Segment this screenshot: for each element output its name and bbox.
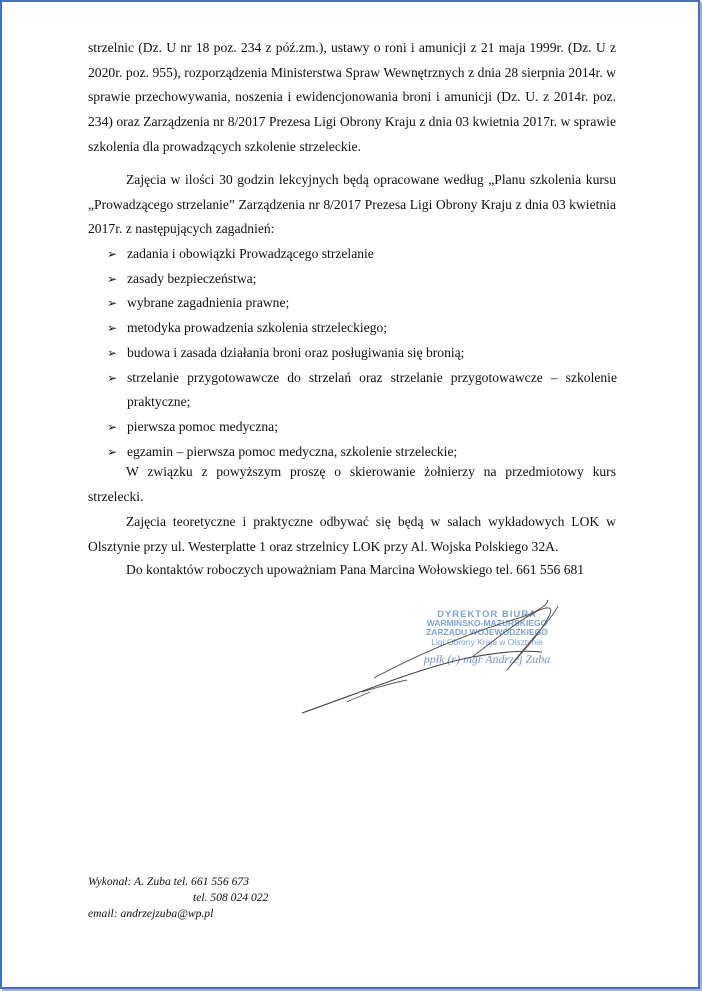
arrow-bullet-icon: ➢: [107, 444, 118, 459]
paragraph-legal-basis: strzelnic (Dz. U nr 18 poz. 234 z póź.zm.), ustawy o roni i amunicji z 21 maja 1999r. (Dz. U z 2020r. poz. 955), rozporządzenia Ministerstwa Spraw Wewnętrznych z dnia 28 sierpnia 2014r. w sprawie przechowywania, noszenia i ewidencjonowania broni i amunicji (Dz. U. z 2014r. poz. 234) oraz Zarządzenia nr 8/2017 Prezesa Ligi Obrony Kraju z dnia 03 kwietnia 2017r. w sprawie szkolenia dla prowadzących szkolenie strzeleckie.: [88, 40, 616, 154]
handwritten-signature: [2, 2, 698, 987]
stamp-organization: Ligi Obrony Kraju w Olsztynie: [431, 636, 543, 647]
footer-contact: [88, 874, 268, 922]
list-item-text: zasady bezpieczeństwa;: [127, 270, 257, 286]
arrow-bullet-icon: ➢: [107, 419, 118, 434]
paragraph-course-plan: Zajęcia w ilości 30 godzin lekcyjnych będą opracowane według „Planu szkolenia kursu „Prowadzącego strzelanie” Zarządzenia nr 8/2017 Prezesa Ligi Obrony Kraju z dnia 03 kwietnia 2017r. z następujących zagadnień:: [88, 172, 616, 237]
list-item-text: zadania i obowiązki Prowadzącego strzelanie: [127, 246, 374, 261]
list-item-text: wybrane zagadnienia prawne;: [127, 295, 290, 311]
list-item-text: strzelanie przygotowawcze do strzelań oraz strzelanie przygotowawcze – szkolenie praktyczne;: [127, 369, 617, 410]
footer-email: email: andrzejzuba@wp.pl: [88, 907, 214, 920]
list-item-text: metodyka prowadzenia szkolenia strzeleckiego;: [127, 320, 388, 336]
paragraph-request: W związku z powyższym proszę o skierowanie żołnierzy na przedmiotowy kurs strzelecki.: [88, 464, 616, 504]
arrow-bullet-icon: ➢: [107, 345, 118, 360]
list-item-text: budowa i zasada działania broni oraz posługiwania się bronią;: [127, 344, 465, 360]
list-item-text: pierwsza pomoc medyczna;: [127, 418, 278, 434]
arrow-bullet-icon: ➢: [107, 370, 118, 385]
stamp-title: DYREKTOR BIURA: [437, 609, 537, 620]
footer-phone-2: tel. 508 024 022: [193, 891, 269, 904]
paragraph-contact: Do kontaktów roboczych upoważniam Pana Marcina Wołowskiego tel. 661 556 681: [126, 562, 585, 577]
arrow-bullet-icon: ➢: [107, 247, 118, 261]
arrow-bullet-icon: ➢: [107, 296, 118, 311]
document-page: [2, 2, 698, 987]
arrow-bullet-icon: ➢: [107, 271, 118, 286]
paragraph-location: Zajęcia teoretyczne i praktyczne odbywać się będą w salach wykładowych LOK w Olsztynie przy ul. Westerplatte 1 oraz strzelnicy LOK przy Al. Wojska Polskiego 32A.: [88, 514, 616, 554]
footer-prepared-by: Wykonał: A. Zuba tel. 661 556 673: [88, 875, 250, 888]
stamp-region: WARMIŃSKO-MAZURSKIEGO: [426, 618, 548, 629]
stamp-signatory: ppłk (r) mgr Andrzej Zuba: [423, 651, 551, 666]
arrow-bullet-icon: ➢: [107, 321, 118, 336]
stamp-board: ZARZĄDU WOJEWÓDZKIEGO: [426, 627, 548, 638]
list-item-text: egzamin – pierwsza pomoc medyczna, szkolenie strzeleckie;: [127, 443, 458, 459]
